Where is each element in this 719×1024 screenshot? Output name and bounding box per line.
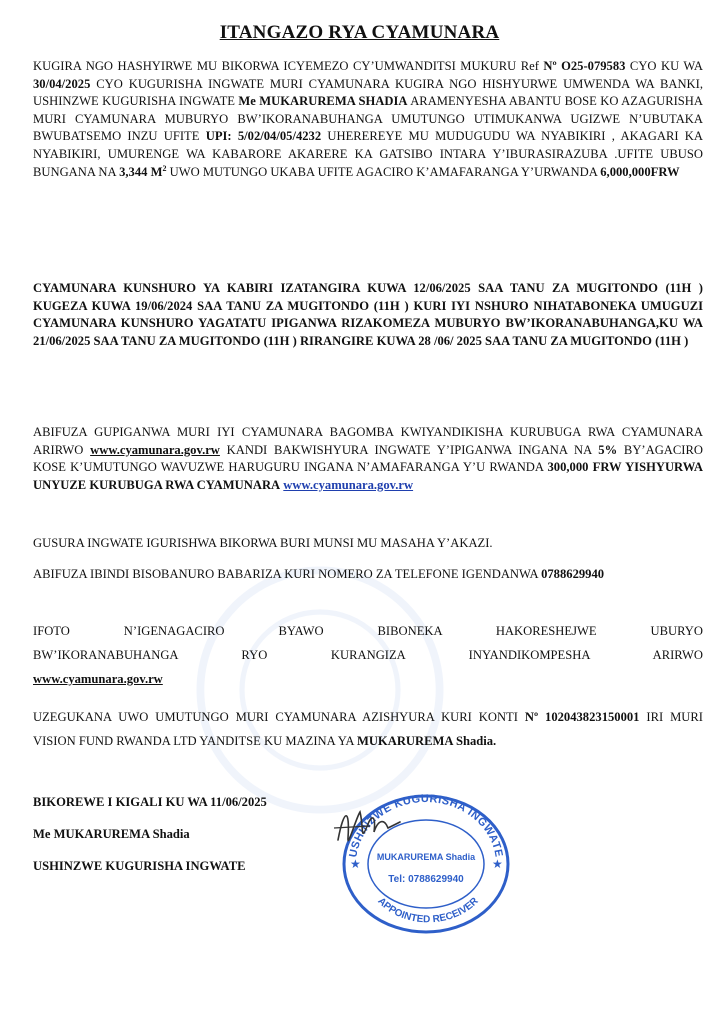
property-upi: UPI: 5/02/04/05/4232 (205, 129, 322, 144)
paragraph-contact: ABIFUZA IBINDI BISOBANURO BABARIZA KURI NOMERO ZA TELEFONE IGENDANWA 0788629940 (33, 567, 605, 581)
reference-number: Nº O25-079583 (543, 59, 626, 73)
stamp-tel: Tel: 0788629940 (388, 874, 464, 885)
paragraph-auction-dates: CYAMUNARA KUNSHURO YA KABIRI IZATANGIRA KUWA 12/06/2025 SAA TANU ZA MUGITONDO (11H ) KUGEZA KUWA 19/06/2024 SAA TANU ZA MUGITONDO (11H ) KURI IYI NSHURO NIHATABONEKA UMUGUZI CYAMUNARA KUNSHURO YAGATATU IPIGANWA RIZAKOMEZA MUBURYO BW’IKORANABUHANGA,KU WA 21/06/2025 SAA TANU ZA MUGITONDO (11H ) RIRANGIRE KUWA 28 /06/ 2025 SAA TANU ZA MUGITONDO (11H ) (33, 281, 703, 348)
signatory-name: Me MUKARUREMA Shadia (33, 827, 190, 841)
svg-text:★: ★ (492, 857, 503, 871)
notice-title: ITANGAZO RYA CYAMUNARA (219, 22, 500, 43)
cyamunara-link-blue[interactable]: www.cyamunara.gov.rw (283, 477, 414, 492)
cyamunara-link-2[interactable]: www.cyamunara.gov.rw (33, 672, 163, 686)
cyamunara-link[interactable]: www.cyamunara.gov.rw (90, 442, 220, 457)
stamp-bottom-text: APPOINTED RECEIVER (375, 895, 481, 926)
stamp-top-text: USHINZWE KUGURISHA INGWATE (347, 792, 505, 859)
stamp-name: MUKARUREMA Shadia (376, 852, 476, 862)
paragraph-visit: GUSURA INGWATE IGURISHWA BIKORWA BURI MUNSI MU MASAHA Y’AKAZI. (33, 536, 493, 550)
signatory-role: USHINZWE KUGURISHA INGWATE (33, 859, 246, 873)
paragraph-property-details: KUGIRA NGO HASHYIRWE MU BIKORWA ICYEMEZO CY’UMWANDITSI MUKURU Ref Nº O25-079583 CYO KU WA 30/04/2025 CYO KUGURISHA INGWATE MURI CYAMUNARA KUGIRA NGO HISHYURWE UMWENDA WA BANKI, USHINZWE KUGURISHA INGWATE Me MUKARUREMA SHADIA ARAMENYESHA ABANTU BOSE KO AZAGURISHA MURI CYAMUNARA MUBURYO BW’IKORANABUHANGA UMUTUNGO UTIMUKANWA UGIZWE N’UBUTAKA BWUBATSEMO INZU UFITE UPI: 5/02/04/05/4232 UHEREREYE MU MUDUGUDU WA NYABIKIRI , AKAGARI KA NYABIKIRI, UMURENGE WA KABARORE AKARERE KA GATSIBO INTARA Y’IBURASIRAZUBA .UFITE UBUSO BUNGANA NA 3,344 $M^2$ UWO MUTUNGO UKABA UFITE AGACIRO K’AMAFARANGA Y’URWANDA 6,000,000FRW (33, 59, 704, 179)
paragraph-photos: IFOTO N’IGENAGACIRO BYAWO BIBONEKA HAKORESHEJWE UBURYO BW’IKORANABUHANGA RYO KURANGIZA INYANDIKOMPESHA ARIRWO www.cyamunara.gov.rw (33, 624, 703, 686)
place-and-date: BIKOREWE I KIGALI KU WA 11/06/2025 (33, 795, 267, 809)
deposit-percentage: 5% (598, 442, 618, 457)
paragraph-payment: UZEGUKANA UWO UMUTUNGO MURI CYAMUNARA AZISHYURA KURI KONTI Nº 102043823150001 IRI MURI VISION FUND RWANDA LTD YANDITSE KU MAZINA YA MUKARUREMA Shadia. (33, 710, 703, 748)
decision-date: 30/04/2025 (33, 76, 91, 91)
handwritten-signature (330, 798, 410, 858)
receiver-name: Me MUKARUREMA SHADIA (238, 94, 408, 109)
property-value: 6,000,000FRW (600, 164, 680, 179)
svg-text:★: ★ (350, 857, 361, 871)
account-holder: MUKARUREMA Shadia. (356, 734, 497, 748)
property-area: 3,344 M (119, 164, 163, 179)
deposit-amount: 300,000 FRW YISHYURWA UNYUZE KURUBUGA RWA CYAMUNARA (33, 460, 704, 492)
phone-number: 0788629940 (541, 567, 605, 581)
paragraph-registration: ABIFUZA GUPIGANWA MURI IYI CYAMUNARA BAGOMBA KWIYANDIKISHA KURUBUGA RWA CYAMUNARA ARIRWO www.cyamunara.gov.rw KANDI BAKWISHYURA INGWATE Y’IPIGANWA INGANA NA 5% BY’AGACIRO KOSE K’UMUTUNGO WAVUZWE HARUGURU INGANA N’AMAFARANGA Y’U RWANDA 300,000 FRW YISHYURWA UNYUZE KURUBUGA RWA CYAMUNARA www.cyamunara.gov.rw (33, 425, 704, 492)
account-number: Nº 102043823150001 (524, 710, 640, 724)
